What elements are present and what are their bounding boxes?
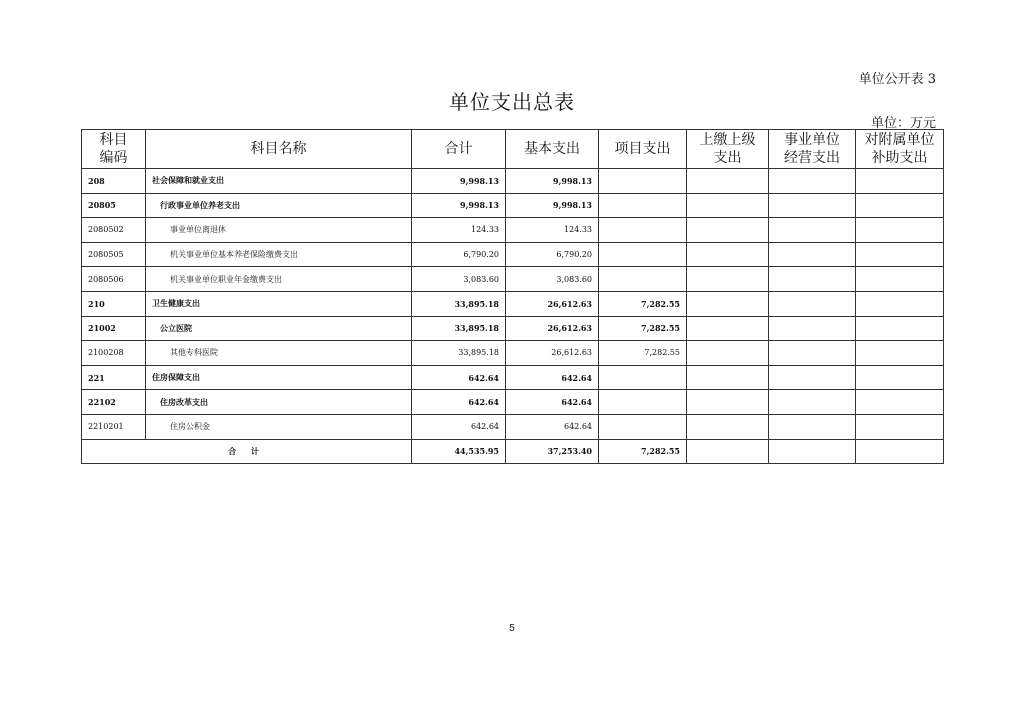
cell-project [599, 193, 687, 218]
cell-code: 2210201 [82, 414, 146, 439]
cell-basic: 642.64 [506, 414, 599, 439]
column-header-biz [769, 130, 856, 169]
column-header-sub-text: 对附属单位 补助支出 [864, 132, 935, 166]
column-header-upper-text: 上缴上级 支出 [699, 132, 756, 166]
cell-biz [769, 242, 856, 267]
cell-biz [769, 267, 856, 292]
cell-upper [687, 316, 769, 341]
cell-sub [856, 390, 944, 415]
total-cell-sub [856, 439, 944, 464]
cell-biz [769, 193, 856, 218]
table-row [82, 390, 944, 415]
cell-name: 行政事业单位养老支出 [146, 193, 412, 218]
cell-name: 住房改革支出 [146, 390, 412, 415]
table-row [82, 242, 944, 267]
cell-upper [687, 242, 769, 267]
total-cell-biz [769, 439, 856, 464]
column-header-project: 项目支出 [599, 130, 687, 169]
cell-code: 21002 [82, 316, 146, 341]
table-header-row [82, 130, 944, 169]
table-row [82, 316, 944, 341]
cell-code: 22102 [82, 390, 146, 415]
cell-sub [856, 242, 944, 267]
cell-basic: 9,998.13 [506, 169, 599, 194]
cell-sub [856, 341, 944, 366]
cell-sub [856, 291, 944, 316]
cell-sub [856, 193, 944, 218]
cell-biz [769, 169, 856, 194]
cell-sub [856, 316, 944, 341]
column-header-code [82, 130, 146, 169]
cell-project: 7,282.55 [599, 291, 687, 316]
table-row [82, 291, 944, 316]
cell-upper [687, 218, 769, 243]
cell-basic: 642.64 [506, 365, 599, 390]
cell-basic: 26,612.63 [506, 341, 599, 366]
cell-project [599, 365, 687, 390]
cell-upper [687, 193, 769, 218]
table-number-label: 单位公开表 3 [858, 72, 936, 87]
cell-name: 机关事业单位职业年金缴费支出 [146, 267, 412, 292]
cell-project [599, 414, 687, 439]
cell-total: 642.64 [412, 414, 506, 439]
table-row [82, 218, 944, 243]
cell-total: 6,790.20 [412, 242, 506, 267]
cell-name: 卫生健康支出 [146, 291, 412, 316]
column-header-name: 科目名称 [146, 130, 412, 169]
cell-project: 7,282.55 [599, 341, 687, 366]
total-cell-project: 7,282.55 [599, 439, 687, 464]
column-header-basic: 基本支出 [506, 130, 599, 169]
cell-total: 124.33 [412, 218, 506, 243]
table-row [82, 365, 944, 390]
cell-basic: 124.33 [506, 218, 599, 243]
cell-upper [687, 414, 769, 439]
cell-upper [687, 365, 769, 390]
cell-sub [856, 414, 944, 439]
table-row [82, 169, 944, 194]
cell-upper [687, 267, 769, 292]
cell-project [599, 242, 687, 267]
cell-name: 住房保障支出 [146, 365, 412, 390]
cell-sub [856, 218, 944, 243]
expenditure-table [81, 129, 944, 464]
cell-name: 住房公积金 [146, 414, 412, 439]
cell-total: 9,998.13 [412, 169, 506, 194]
cell-code: 2080506 [82, 267, 146, 292]
cell-code: 20805 [82, 193, 146, 218]
cell-name: 社会保障和就业支出 [146, 169, 412, 194]
cell-sub [856, 365, 944, 390]
unit-label: 单位：万元 [870, 116, 936, 131]
total-row [82, 439, 944, 464]
cell-biz [769, 390, 856, 415]
cell-basic: 26,612.63 [506, 291, 599, 316]
cell-project [599, 267, 687, 292]
cell-name: 事业单位离退休 [146, 218, 412, 243]
total-cell-basic: 37,253.40 [506, 439, 599, 464]
cell-biz [769, 365, 856, 390]
cell-project [599, 218, 687, 243]
cell-code: 208 [82, 169, 146, 194]
cell-name: 公立医院 [146, 316, 412, 341]
cell-upper [687, 169, 769, 194]
cell-name: 其他专科医院 [146, 341, 412, 366]
cell-biz [769, 316, 856, 341]
cell-total: 3,083.60 [412, 267, 506, 292]
cell-total: 33,895.18 [412, 291, 506, 316]
table-row [82, 193, 944, 218]
column-header-upper [687, 130, 769, 169]
cell-total: 642.64 [412, 365, 506, 390]
cell-biz [769, 341, 856, 366]
cell-total: 642.64 [412, 390, 506, 415]
table-row [82, 414, 944, 439]
cell-sub [856, 169, 944, 194]
cell-biz [769, 218, 856, 243]
column-header-total: 合计 [412, 130, 506, 169]
column-header-code-text: 科目 编码 [99, 132, 128, 166]
cell-code: 2080505 [82, 242, 146, 267]
cell-upper [687, 291, 769, 316]
total-label: 合 计 [82, 439, 412, 464]
cell-upper [687, 390, 769, 415]
cell-project [599, 390, 687, 415]
cell-code: 2100208 [82, 341, 146, 366]
cell-total: 33,895.18 [412, 341, 506, 366]
cell-code: 210 [82, 291, 146, 316]
cell-biz [769, 414, 856, 439]
cell-basic: 26,612.63 [506, 316, 599, 341]
page-title: 单位支出总表 [449, 90, 575, 114]
cell-biz [769, 291, 856, 316]
column-header-sub [856, 130, 944, 169]
page-number: 5 [509, 623, 515, 634]
cell-basic: 6,790.20 [506, 242, 599, 267]
cell-project [599, 169, 687, 194]
cell-sub [856, 267, 944, 292]
cell-basic: 3,083.60 [506, 267, 599, 292]
table-row [82, 267, 944, 292]
cell-total: 9,998.13 [412, 193, 506, 218]
cell-name: 机关事业单位基本养老保险缴费支出 [146, 242, 412, 267]
cell-code: 221 [82, 365, 146, 390]
cell-total: 33,895.18 [412, 316, 506, 341]
cell-upper [687, 341, 769, 366]
table-row [82, 341, 944, 366]
total-cell-upper [687, 439, 769, 464]
cell-basic: 642.64 [506, 390, 599, 415]
cell-code: 2080502 [82, 218, 146, 243]
cell-project: 7,282.55 [599, 316, 687, 341]
cell-basic: 9,998.13 [506, 193, 599, 218]
column-header-biz-text: 事业单位 经营支出 [784, 132, 840, 166]
total-cell-total: 44,535.95 [412, 439, 506, 464]
